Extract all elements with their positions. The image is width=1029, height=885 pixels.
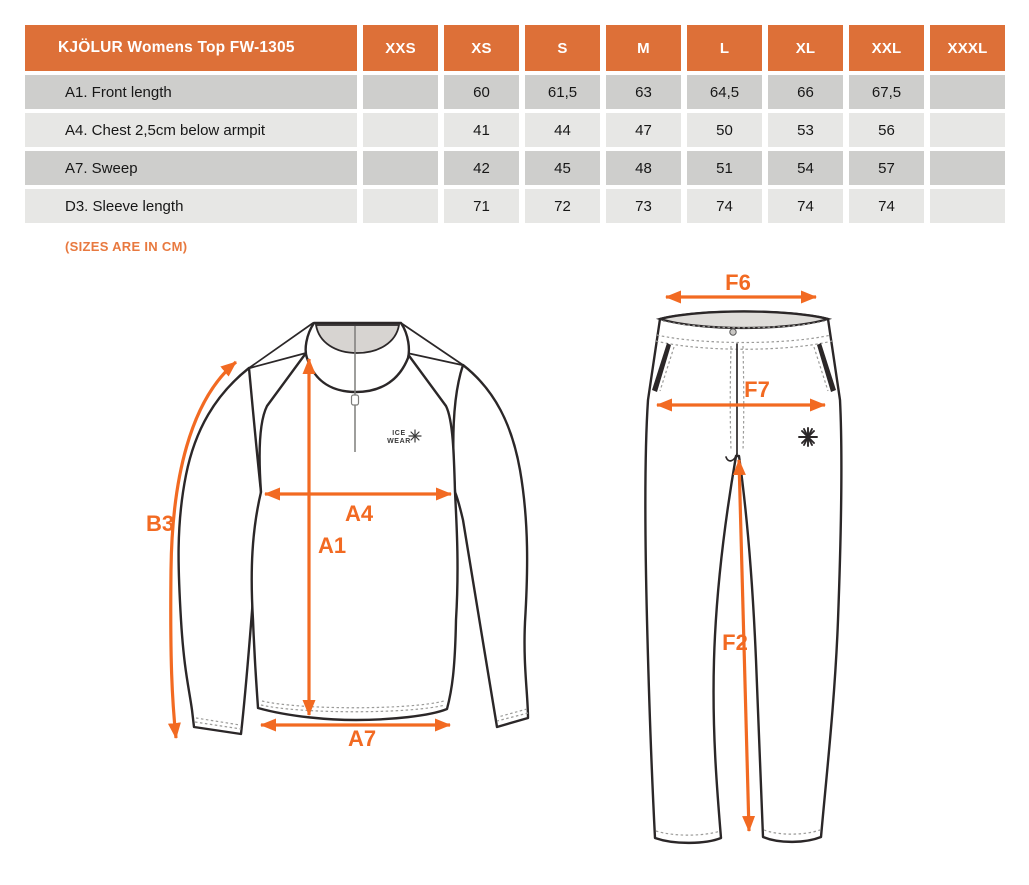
label-a7: A7 [347,726,377,751]
label-a4: A4 [344,501,374,526]
top-garment-drawing [179,323,528,734]
cell-value: 47 [606,113,681,147]
left-sleeve [179,368,261,734]
zipper-pull [352,395,359,405]
cell-value: 53 [768,113,843,147]
cell-value: 71 [444,189,519,223]
size-header-l: L [687,25,762,71]
cell-value [363,151,438,185]
cell-value: 50 [687,113,762,147]
row-label: A7. Sweep [25,151,357,185]
shirt-snowflake-icon [409,430,421,442]
size-header-xxs: XXS [363,25,438,71]
cell-value: 60 [444,75,519,109]
row-label: A1. Front length [25,75,357,109]
label-f7: F7 [744,377,770,402]
cell-value: 66 [768,75,843,109]
cell-value [363,189,438,223]
cell-value: 73 [606,189,681,223]
label-f2: F2 [722,630,748,655]
cell-value: 64,5 [687,75,762,109]
row-label: D3. Sleeve length [25,189,357,223]
cell-value: 63 [606,75,681,109]
measurement-diagram [0,240,1029,885]
cell-value: 72 [525,189,600,223]
cell-value: 67,5 [849,75,924,109]
size-header-xxl: XXL [849,25,924,71]
cell-value: 51 [687,151,762,185]
pants-snowflake-icon [799,428,817,446]
size-header-xl: XL [768,25,843,71]
cell-value: 48 [606,151,681,185]
cell-value: 57 [849,151,924,185]
brand-logo-line2: WEAR [387,438,411,445]
label-b3: B3 [145,511,175,536]
cell-value: 74 [768,189,843,223]
cell-value: 56 [849,113,924,147]
cell-value: 41 [444,113,519,147]
size-header-m: M [606,25,681,71]
row-label: A4. Chest 2,5cm below armpit [25,113,357,147]
cell-value [363,75,438,109]
size-header-s: S [525,25,600,71]
sizes-in-cm-note: (SIZES ARE IN CM) [65,239,188,254]
cell-value: 42 [444,151,519,185]
brand-logo-line1: ICE [392,430,406,437]
cell-value: 74 [687,189,762,223]
cell-value: 45 [525,151,600,185]
cell-value [930,75,1005,109]
waist-button [730,329,736,335]
cell-value [930,113,1005,147]
table-title: KJÖLUR Womens Top FW-1305 [25,25,357,71]
cell-value [930,151,1005,185]
right-sleeve [453,365,528,727]
cell-value: 61,5 [525,75,600,109]
size-table [25,25,1005,223]
label-f6: F6 [725,270,751,295]
cell-value: 44 [525,113,600,147]
size-header-xs: XS [444,25,519,71]
cell-value: 74 [849,189,924,223]
label-a1: A1 [318,533,347,558]
cell-value [930,189,1005,223]
cell-value [363,113,438,147]
size-header-xxxl: XXXL [930,25,1005,71]
cell-value: 54 [768,151,843,185]
